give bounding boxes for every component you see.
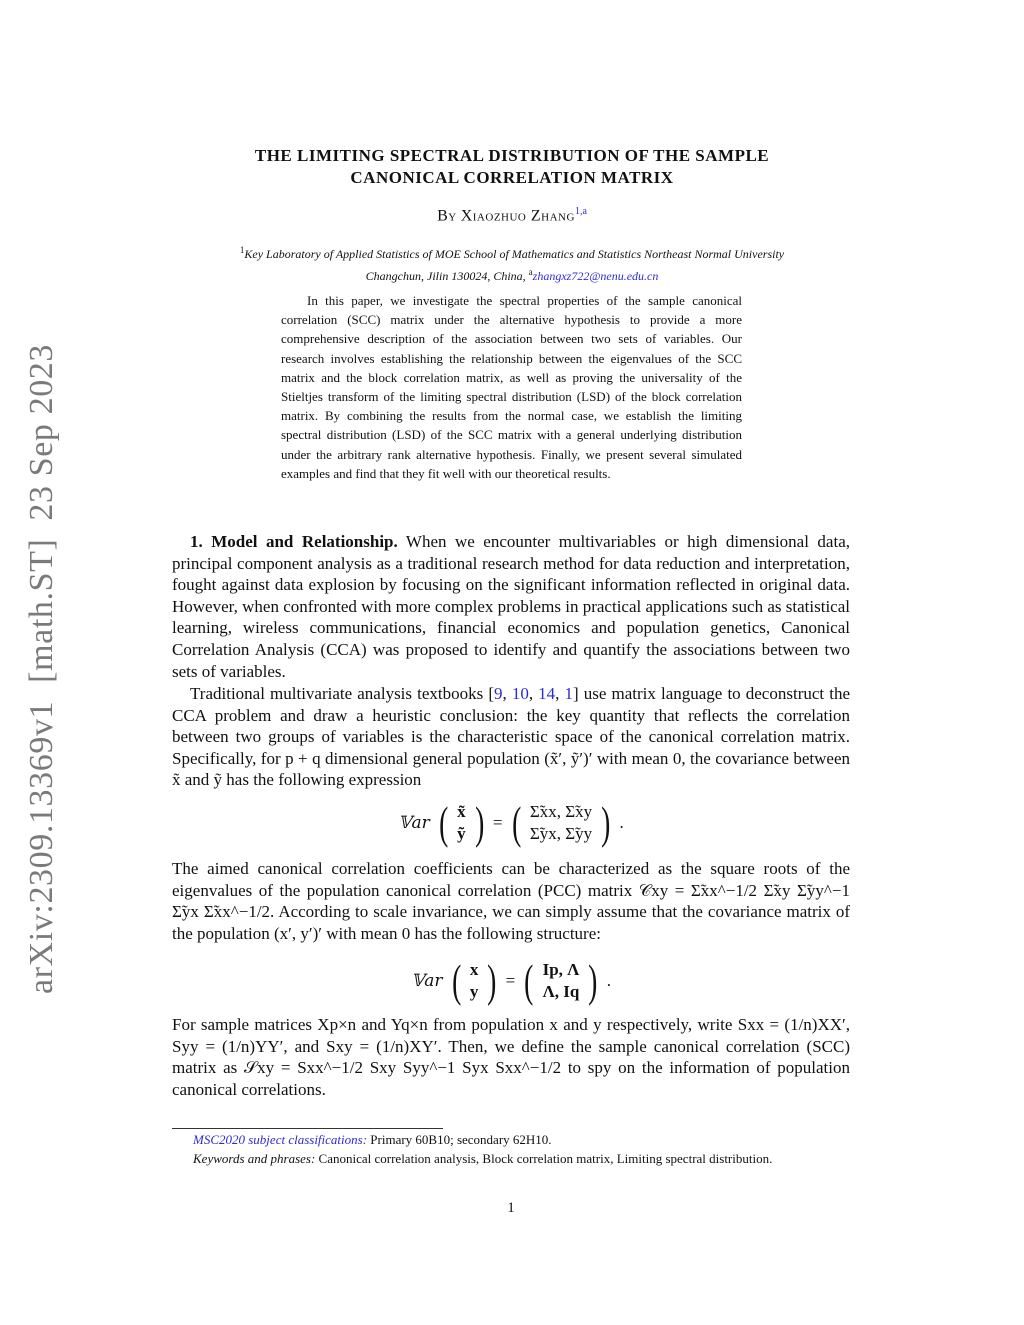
- equation-covariance-structure: [172, 955, 850, 1006]
- left-paren-icon: (: [451, 955, 461, 1006]
- author-prefix: By: [437, 207, 457, 225]
- abstract-text: In this paper, we investigate the spectral properties of the sample canonical correlation (SCC) matrix under the alternative hypothesis to provide a more comprehensive description of the association between two sets of variables. Our research involves establishing the relationship between the eigenvalues of the SCC matrix and the block correlation matrix, as well as proving the universality of the Stieltjes transform of the limiting spectral distribution (LSD) of the block correlation matrix. By combining the results from the normal case, we establish the limiting spectral distribution (LSD) of the SCC matrix with a general underlying distribution under the arbitrary rank alternative hypothesis. Finally, we present several simulated examples and find that they fit well with our theoretical results.: [281, 293, 742, 481]
- left-paren-icon: (: [524, 955, 534, 1006]
- author-email-link[interactable]: zhangxz722@nenu.edu.cn: [532, 269, 659, 283]
- random-vector: [470, 959, 479, 1003]
- author-affiliation-mark[interactable]: 1,a: [574, 206, 587, 217]
- msc-text: Primary 60B10; secondary 62H10.: [370, 1132, 552, 1147]
- paragraph-4-text: For sample matrices Xp×n and Yq×n from population x and y respectively, write Sxx = (1/n)XX′, Syy = (1/n)YY′, and Sxy = (1/n)XY′. Then, we define the sample canonical correlation (SCC) matrix as 𝒮xy = Sxx^−1/2 Sxy Syy^−1 Syx Sxx^−1/2 to spy on the information of population canonical correlations.: [172, 1015, 850, 1099]
- matrix-row-2: Λ, Iq: [542, 982, 580, 1001]
- arxiv-category: [math.ST]: [23, 538, 60, 683]
- email-mark: a: [528, 267, 533, 277]
- equation-period: .: [606, 971, 611, 990]
- author-name: Xiaozhuo Zhang: [460, 207, 575, 225]
- affiliation-line-1: [172, 241, 852, 263]
- title-line-2: CANONICAL CORRELATION MATRIX: [350, 168, 674, 187]
- right-paren-icon: ): [588, 955, 598, 1006]
- footnote-keywords: [172, 1149, 850, 1168]
- section-1-paragraph-2: Traditional multivariate analysis textbooks [9, 10, 14, 1] use matrix language to deconstruct the CCA problem and draw a heuristic conclusion: the key quantity that reflects the correlation between two groups of variables is the characteristic space of the canonical correlation matrix. Specifically, for p + q dimensional general population (x̃′, ỹ′)′ with mean 0, the covariance between x̃ and ỹ has the following expression: [172, 684, 850, 790]
- matrix-row-1: Ip, Λ: [542, 960, 580, 979]
- affiliation: [172, 241, 852, 285]
- equation-covariance-tilde: [172, 797, 850, 848]
- affiliation-location: Changchun, Jilin 130024, China,: [365, 269, 526, 283]
- structure-matrix: [543, 959, 580, 1003]
- title-line-1: THE LIMITING SPECTRAL DISTRIBUTION OF THE SAMPLE: [254, 146, 770, 165]
- section-title: Model and Relationship.: [211, 532, 398, 551]
- section-1-paragraph-4: [172, 1014, 850, 1100]
- right-paren-icon: ): [474, 797, 484, 848]
- footnote-msc: [172, 1130, 850, 1149]
- equals-sign: =: [492, 813, 503, 832]
- page-number: 1: [507, 1200, 515, 1216]
- arxiv-id: arXiv:2309.13369v1: [23, 700, 60, 994]
- abstract: [281, 291, 742, 483]
- arxiv-date: 23 Sep 2023: [23, 344, 60, 521]
- equals-sign: =: [505, 971, 516, 990]
- paragraph-2-text-b: ] use matrix language to deconstruct the CCA problem and draw a heuristic conclusion: the key quantity that reflects the correlation between two groups of variables is the characteristic space of the canonical correlation matrix. Specifically, for p + q dimensional general population (x̃′, ỹ′)′ with mean 0, the covariance between x̃ and ỹ has the following expression: [172, 684, 850, 790]
- msc-classification-link[interactable]: MSC2020 subject classifications:: [193, 1132, 368, 1147]
- matrix-row-1: Σ̃xx, Σ̃xy: [529, 802, 593, 821]
- vector-bottom: ỹ: [457, 824, 466, 843]
- footnote-divider: [172, 1128, 443, 1129]
- right-paren-icon: ): [487, 955, 497, 1006]
- section-number: 1.: [190, 532, 203, 551]
- paragraph-3-text: The aimed canonical correlation coefficients can be characterized as the square roots of the eigenvalues of the population canonical correlation (PCC) matrix 𝒞xy = Σ̃xx^−1/2 Σ̃xy Σ̃yy^−1 Σ̃yx Σ̃xx^−1/2. According to scale invariance, we can simply assume that the covariance matrix of the population (x′, y′)′ with mean 0 has the following structure:: [172, 859, 850, 943]
- left-paren-icon: (: [511, 797, 521, 848]
- matrix-row-2: Σ̃yx, Σ̃yy: [529, 824, 593, 843]
- right-paren-icon: ): [601, 797, 611, 848]
- citation-link[interactable]: 9: [493, 684, 503, 703]
- citation-link[interactable]: 1: [564, 684, 574, 703]
- paper-title: [172, 145, 852, 189]
- section-1-paragraph-3: [172, 858, 850, 944]
- left-paren-icon: (: [438, 797, 449, 848]
- variance-operator: 𝕍ar: [411, 971, 443, 991]
- affiliation-mark: 1: [239, 245, 245, 255]
- affiliation-text: Key Laboratory of Applied Statistics of MOE School of Mathematics and Statistics Northeast Normal University: [244, 247, 785, 261]
- affiliation-line-2: [172, 263, 852, 285]
- citation-link[interactable]: 14: [538, 684, 556, 703]
- arxiv-identifier-stamp: [23, 326, 61, 994]
- citation-link[interactable]: 10: [511, 684, 529, 703]
- variance-operator: 𝕍ar: [398, 813, 430, 833]
- equation-period: .: [619, 813, 624, 832]
- footnotes: [172, 1130, 850, 1168]
- vector-top: x: [469, 960, 479, 979]
- paragraph-2-text-a: Traditional multivariate analysis textbooks [: [190, 684, 494, 703]
- covariance-matrix: [530, 801, 592, 845]
- paragraph-1-text: When we encounter multivariables or high dimensional data, principal component analysis as a traditional research method for data reduction and interpretation, fought against data explosion by focusing on the significant information reflected in original data. However, when confronted with more complex problems in practical applications such as statistical learning, wireless communications, financial economics and population genetics, Canonical Correlation Analysis (CCA) was proposed to identify and quantify the associations between two sets of variables.: [172, 532, 850, 681]
- vector-top: x̃: [457, 802, 466, 821]
- keywords-text: Canonical correlation analysis, Block correlation matrix, Limiting spectral distribution.: [318, 1151, 773, 1166]
- section-1-paragraph-1: [172, 531, 850, 682]
- vector-bottom: y: [469, 982, 479, 1001]
- keywords-label: Keywords and phrases:: [193, 1151, 316, 1166]
- author-line: [172, 206, 852, 225]
- random-vector: [457, 801, 466, 845]
